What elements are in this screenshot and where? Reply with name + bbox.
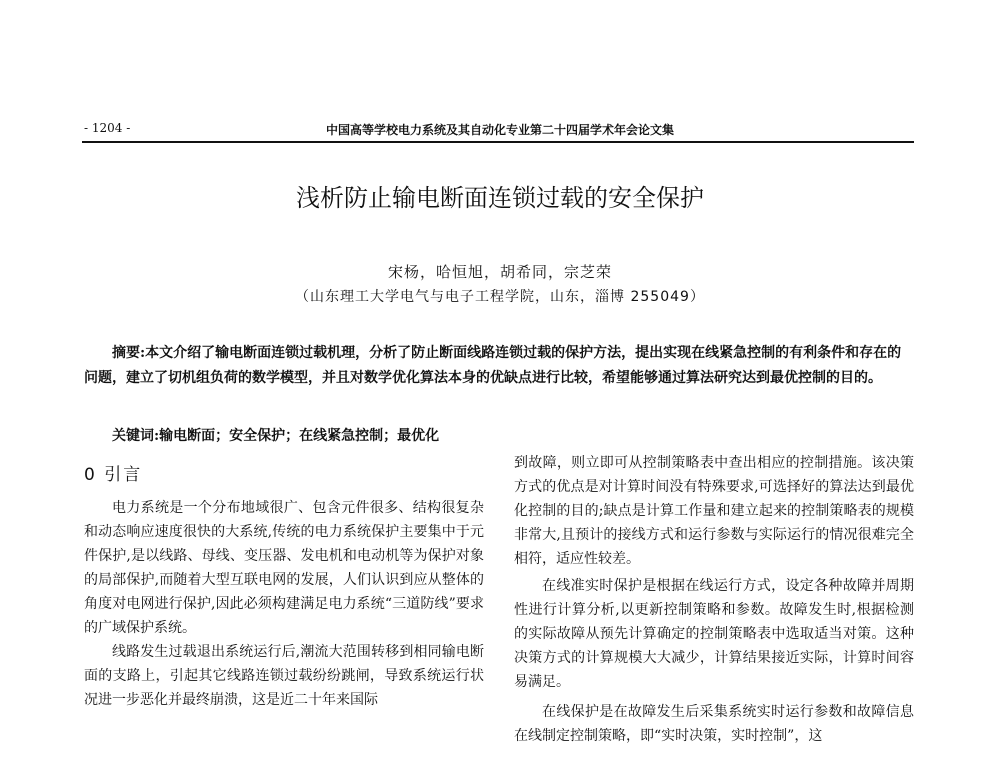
paragraph: 在线准实时保护是根据在线运行方式，设定各种故障并周期性进行计算分析,以更新控制策略和参数。故障发生时,根据检测的实际故障从预先计算确定的控制策略表中选取适当对策。这种决策方式的计算规模大大减少，计算结果接近实际，计算时间容易满足。 bbox=[514, 578, 914, 690]
authors: 宋杨，哈恒旭，胡希同，宗芝荣 bbox=[387, 263, 612, 281]
page-number: - 1204 - bbox=[84, 121, 131, 135]
header-rule bbox=[82, 141, 914, 143]
abstract: 摘要:本文介绍了输电断面连锁过载机理，分析了防止断面线路连锁过载的保护方法，提出实现在线紧急控制的有利条件和存在的问题，建立了切机组负荷的数学模型，并且对数学优化算法本身的优缺点进行比较，希望能够通过算法研究达到最优控制的目的。 bbox=[84, 345, 902, 386]
left-column bbox=[84, 496, 484, 712]
paragraph: 到故障，则立即可从控制策略表中查出相应的控制措施。该决策方式的优点是对计算时间没有特殊要求,可选择好的算法达到最优化控制的目的;缺点是计算工作量和建立起来的控制策略表的规模非常大,且预计的接线方式和运行参数与实际运行的情况很难完全相符，适应性较差。 bbox=[514, 455, 914, 567]
keywords: 关键词:输电断面；安全保护；在线紧急控制；最优化 bbox=[112, 428, 440, 444]
section-heading: 0 引言 bbox=[84, 465, 143, 485]
paper-title: 浅析防止输电断面连锁过载的安全保护 bbox=[296, 184, 704, 212]
paragraph: 在线保护是在故障发生后采集系统实时运行参数和故障信息在线制定控制策略，即“实时决策，实时控制”，这 bbox=[514, 704, 914, 744]
paragraph: 电力系统是一个分布地域很广、包含元件很多、结构很复杂和动态响应速度很快的大系统,传统的电力系统保护主要集中于元件保护,是以线路、母线、变压器、发电机和电动机等为保护对象的局部保护,而随着大型互联电网的发展，人们认识到应从整体的角度对电网进行保护,因此必须构建满足电力系统“三道防线”要求的广域保护系统。 bbox=[84, 500, 484, 636]
journal-header: 中国高等学校电力系统及其自动化专业第二十四届学术年会论文集 bbox=[325, 123, 674, 137]
paragraph: 线路发生过载退出系统运行后,潮流大范围转移到相同输电断面的支路上，引起其它线路连锁过载纷纷跳闸，导致系统运行状况进一步恶化并最终崩溃，这是近二十年来国际 bbox=[84, 644, 484, 708]
right-column bbox=[514, 451, 914, 748]
affiliation: （山东理工大学电气与电子工程学院，山东，淄博 255049） bbox=[295, 289, 705, 305]
